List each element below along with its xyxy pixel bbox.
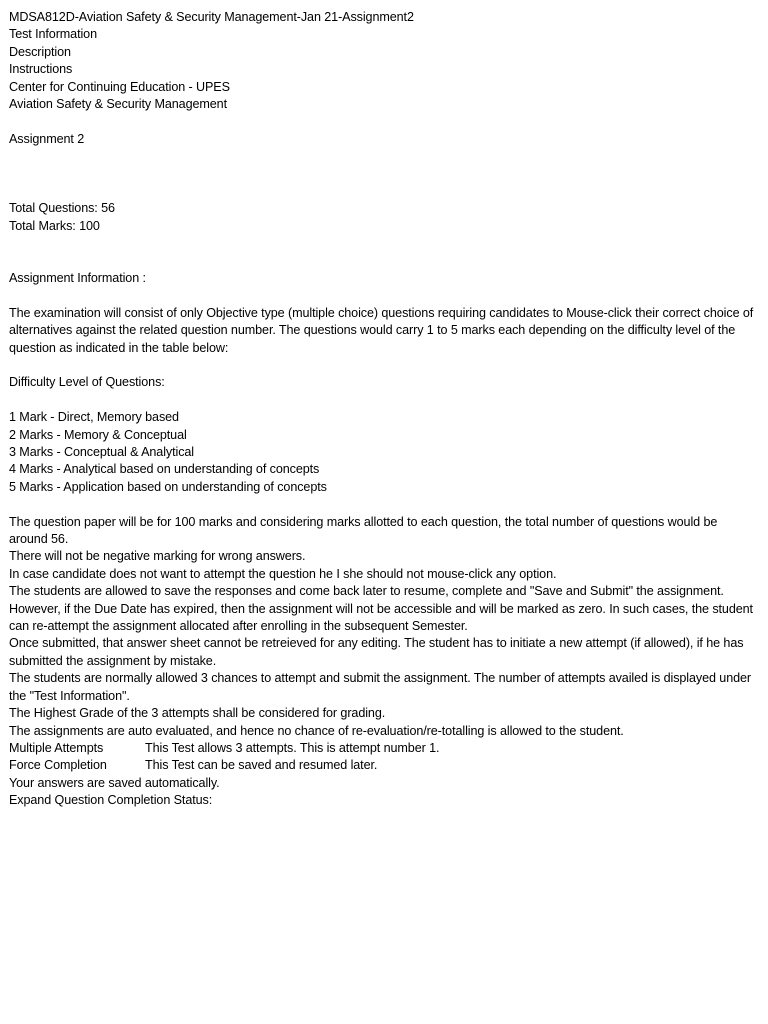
assignment-info-heading: Assignment Information : bbox=[9, 271, 146, 286]
exam-paragraph: The examination will consist of only Objective type (multiple choice) questions requiring candidates to Mouse-click their correct choice of alternatives against the related question number. The questions would carry 1 to 5 marks each depending on the difficulty level of the question as indicated in the table below: bbox=[9, 305, 754, 355]
assignment-title: Assignment 2 bbox=[9, 131, 85, 146]
subject-name: Aviation Safety & Security Management bbox=[9, 97, 227, 112]
setting-row-force-completion bbox=[9, 757, 759, 774]
setting-row-multiple-attempts bbox=[9, 740, 759, 757]
expand-completion-status-link[interactable]: Expand Question Completion Status: bbox=[9, 793, 213, 808]
difficulty-level: 3 Marks - Conceptual & Analytical bbox=[9, 445, 194, 460]
difficulty-level: 5 Marks - Application based on understanding of concepts bbox=[9, 479, 327, 494]
rule-text: The question paper will be for 100 marks and considering marks allotted to each question, the total number of questions would be around 56. bbox=[9, 514, 718, 547]
document-page bbox=[9, 9, 759, 810]
difficulty-level: 4 Marks - Analytical based on understanding of concepts bbox=[9, 462, 320, 477]
center-name: Center for Continuing Education - UPES bbox=[9, 79, 230, 94]
setting-label: Multiple Attempts bbox=[9, 740, 104, 755]
setting-value: This Test allows 3 attempts. This is attempt number 1. bbox=[145, 740, 440, 755]
rule-text: The assignments are auto evaluated, and hence no chance of re-evaluation/re-totalling is allowed to the student. bbox=[9, 723, 624, 738]
rule-text: The Highest Grade of the 3 attempts shall be considered for grading. bbox=[9, 706, 386, 721]
difficulty-level: 1 Mark - Direct, Memory based bbox=[9, 410, 179, 425]
rule-text: There will not be negative marking for wrong answers. bbox=[9, 549, 306, 564]
difficulty-level: 2 Marks - Memory & Conceptual bbox=[9, 427, 187, 442]
instructions-label: Instructions bbox=[9, 62, 73, 77]
rule-text: The students are allowed to save the responses and come back later to resume, complete and "Save and Submit" the assignment. However, if the Due Date has expired, then the assignment will not be accessible and will be marked as zero. In such cases, the student can re-attempt the assignment allocated after enrolling in the subsequent Semester. bbox=[9, 584, 753, 634]
test-information-link[interactable]: Test Information bbox=[9, 27, 97, 42]
setting-value: This Test can be saved and resumed later. bbox=[145, 758, 378, 773]
setting-label: Force Completion bbox=[9, 758, 107, 773]
rule-text: In case candidate does not want to attempt the question he I she should not mouse-click any option. bbox=[9, 566, 557, 581]
description-label: Description bbox=[9, 44, 71, 59]
total-questions: Total Questions: 56 bbox=[9, 201, 115, 216]
autosave-note: Your answers are saved automatically. bbox=[9, 775, 220, 790]
total-marks: Total Marks: 100 bbox=[9, 218, 100, 233]
course-title: MDSA812D-Aviation Safety & Security Management-Jan 21-Assignment2 bbox=[9, 10, 414, 24]
rule-text: The students are normally allowed 3 chances to attempt and submit the assignment. The number of attempts availed is displayed under the "Test Information". bbox=[9, 671, 752, 703]
difficulty-heading: Difficulty Level of Questions: bbox=[9, 375, 165, 390]
rule-text: Once submitted, that answer sheet cannot be retreieved for any editing. The student has to initiate a new attempt (if allowed), if he has submitted the assignment by mistake. bbox=[9, 636, 744, 668]
